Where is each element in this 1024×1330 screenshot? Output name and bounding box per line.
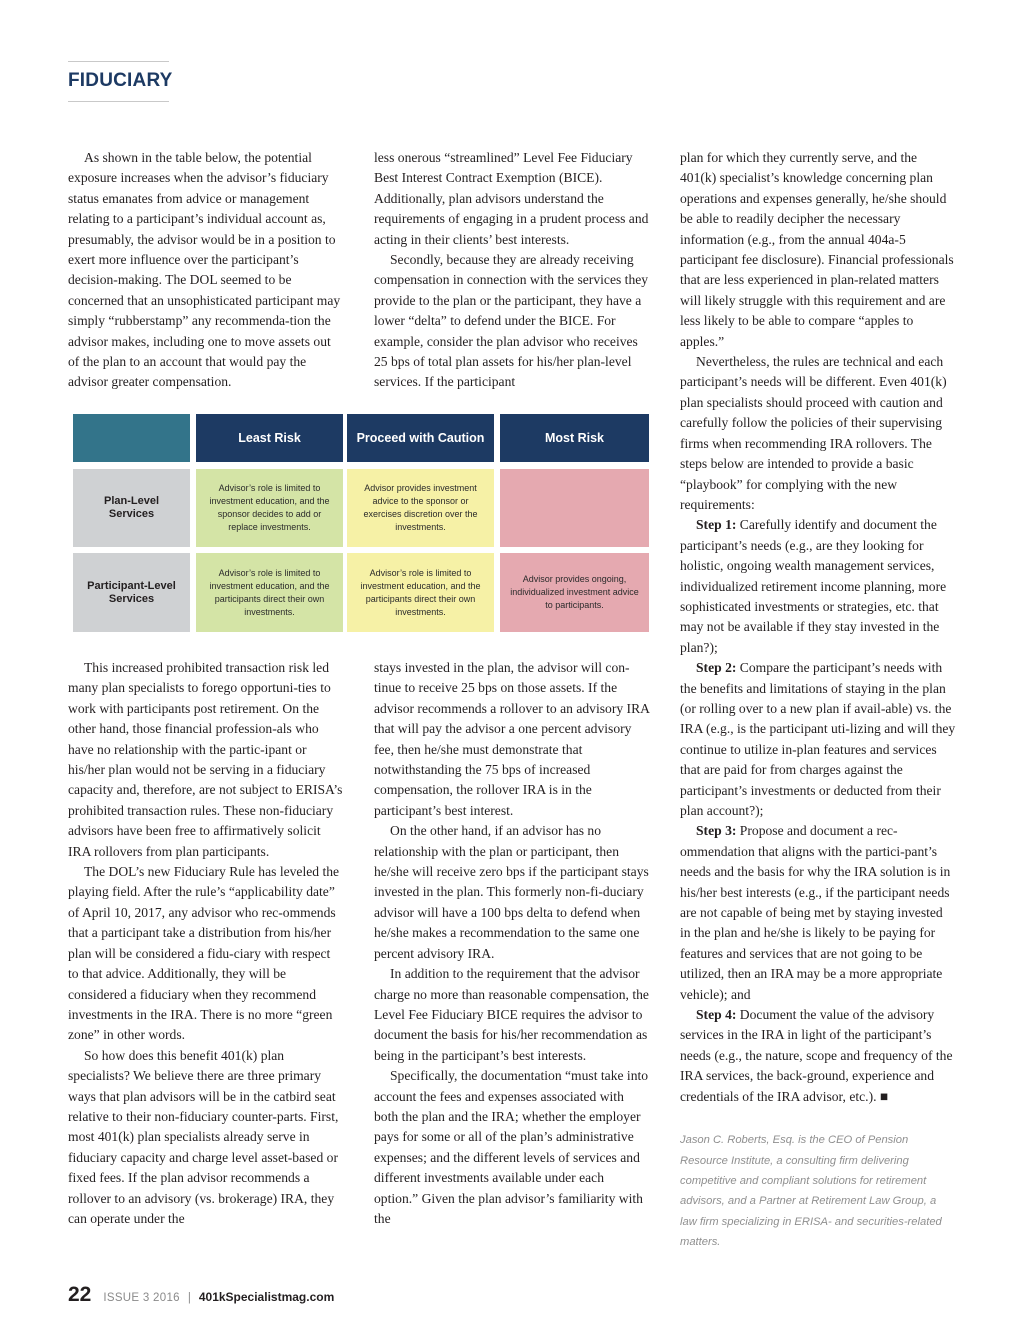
risk-table <box>73 414 649 632</box>
column-3 <box>680 148 956 1253</box>
column-1-top <box>68 148 344 393</box>
paragraph: Nevertheless, the rules are technical and each participant’s needs will be different. Even 401(k) plan specialists should proceed with caution and carefully follow the policies of their supervising firms when recommending IRA rollovers. The steps below are intended to provide a basic “playbook” for complying with the new requirements: <box>680 354 947 512</box>
paragraph: stays invested in the plan, the advisor will con-tinue to receive 25 bps on those assets. If the advisor recommends a rollover to an advisory IRA that will pay the advisor a one percent advisory fee, then he/she must demonstrate that notwithstanding the 75 bps of increased compensation, the rollover IRA is in the participant’s best interest. <box>374 660 650 818</box>
section-title: FIDUCIARY <box>68 70 173 91</box>
cell-plan-least-risk: Advisor’s role is limited to investment education, and the sponsor decides to add or replace investments. <box>196 469 343 547</box>
header-rule-top <box>68 61 169 62</box>
step-label: Step 3: <box>696 823 737 839</box>
step-2 <box>680 658 956 821</box>
end-mark-icon: ■ <box>879 1088 889 1104</box>
cell-plan-most-risk <box>500 469 649 547</box>
row-label-participant-level: Participant-Level Services <box>73 553 190 632</box>
cell-participant-most-risk: Advisor provides ongoing, individualized investment advice to participants. <box>500 553 649 632</box>
step-label: Step 1: <box>696 517 737 533</box>
issue-label: ISSUE 3 2016 <box>103 1292 180 1304</box>
table-corner <box>73 414 190 462</box>
cell-plan-caution: Advisor provides investment advice to the sponsor or exercises discretion over the investments. <box>347 469 494 547</box>
cell-participant-least-risk: Advisor’s role is limited to investment education, and the participants direct their own investments. <box>196 553 343 632</box>
paragraph: Specifically, the documentation “must take into account the fees and expenses associated with both the plan and the IRA; whether the employer pays for some or all of the plan’s administrative expenses; and the different levels of services and different investments available under each option.” Given the plan advisor’s familiarity with the <box>374 1068 649 1226</box>
header-proceed-with-caution: Proceed with Caution <box>347 414 494 462</box>
paragraph: This increased prohibited transaction risk led many plan specialists to forego opportuni-ties to work with participants post retirement. On the other hand, those financial profession-als who have no relationship with the partic-ipant or his/her plan would not be serving in a fiduciary capacity and, therefore, are not subject to ERISA’s prohibited transaction rules. These non-fiduciary advisors have been free to affirmatively solicit IRA rollovers from plan participants. <box>68 660 343 859</box>
header-rule-bottom <box>68 101 169 102</box>
column-2-bottom <box>374 658 650 1229</box>
cell-participant-caution: Advisor’s role is limited to investment education, and the participants direct their own investments. <box>347 553 494 632</box>
step-text: Compare the participant’s needs with the benefits and limitations of staying in the plan (or rolling over to a new plan if avail-able) vs. the IRA (e.g., is the participant uti-lizing and will they continue to utilize in-plan features and services that are paid for from charges against the participant’s investments or deducted from their plan account?); <box>680 660 956 818</box>
step-text: Carefully identify and document the participant’s needs (e.g., are they looking for holistic, ongoing wealth management services, individualized retirement income planning, more sophisticated investments or strategies, etc. that may not be available if they stay invested in the plan?); <box>680 517 947 655</box>
step-label: Step 2: <box>696 660 737 676</box>
column-2-top <box>374 148 650 393</box>
footer-separator: | <box>187 1292 191 1304</box>
page-footer <box>68 1283 334 1307</box>
header-most-risk: Most Risk <box>500 414 649 462</box>
paragraph: So how does this benefit 401(k) plan specialists? We believe there are three primary ways that plan advisors will be in the catbird seat relative to their non-fiduciary counter-parts. First, most 401(k) plan specialists already serve in fiduciary capacity and charge level asset-based or fixed fees. If the plan advisor recommends a rollover to an advisory (vs. brokerage) IRA, they can operate under the <box>68 1047 339 1226</box>
step-label: Step 4: <box>696 1007 737 1023</box>
paragraph: On the other hand, if an advisor has no relationship with the plan or participant, then he/she will receive zero bps if the participant stays invested in the plan. This formerly non-fi-duciary advisor will have a 100 bps delta to defend when he/she makes a recommendation to the same one percent advisory IRA. <box>374 823 649 961</box>
step-1 <box>680 515 956 658</box>
author-bio: Jason C. Roberts, Esq. is the CEO of Pension Resource Institute, a consulting firm delivering competitive and compliant solutions for retirement advisors, and a Partner at Retirement Law Group, a law firm specializing in ERISA- and securities-related matters. <box>680 1134 942 1249</box>
paragraph: As shown in the table below, the potential exposure increases when the advisor’s fiduciary status emanates from advice or management relating to a participant’s individual account as, presumably, the advisor would be in a position to exert more influence over the participant’s decision-making. The DOL seemed to be concerned that an unsophisticated participant may simply “rubberstamp” any recommenda-tion the advisor makes, including one to move assets out of the plan to an account that would pay the advisor greater compensation. <box>68 150 341 390</box>
header-least-risk: Least Risk <box>196 414 343 462</box>
paragraph: less onerous “streamlined” Level Fee Fiduciary Best Interest Contract Exemption (BICE). Additionally, plan advisors understand the requirements of engaging in a prudent process and acting in their clients’ best interests. <box>374 150 649 247</box>
row-label-plan-level: Plan-Level Services <box>73 469 190 547</box>
step-4 <box>680 1005 956 1107</box>
paragraph: The DOL’s new Fiduciary Rule has leveled the playing field. After the rule’s “applicability date” of April 10, 2017, any advisor who rec-ommends that a participant take a distribution from his/her plan will be considered a fidu-ciary with respect to that advice. Additionally, they will be considered a fiduciary when they recommend investments in the IRA. There is no more “green zone” in other words. <box>68 864 340 1043</box>
paragraph: Secondly, because they are already receiving compensation in connection with the services they provide to the plan or the participant, they have a lower “delta” to defend under the BICE. For example, consider the plan advisor who receives 25 bps of total plan assets for his/her plan-level services. If the participant <box>374 252 649 390</box>
step-3 <box>680 821 956 1005</box>
site-link[interactable]: 401kSpecialistmag.com <box>198 1290 335 1304</box>
page-number: 22 <box>68 1283 92 1306</box>
step-text: Propose and document a rec-ommendation that aligns with the partici-pant’s needs and the basis for why the IRA solution is in his/her best interests (e.g., if the participant needs are not capable of being met by staying invested in the plan and he/she is likely to be paying for features and services that are not going to be utilized, then an IRA may be a more appropriate vehicle); and <box>680 823 951 1002</box>
step-text: Document the value of the advisory services in the IRA in light of the participant’s needs (e.g., the nature, scope and frequency of the IRA services, the back-ground, experience and credentials of the IRA advisor, etc.). <box>680 1007 953 1104</box>
column-1-bottom <box>68 658 344 1229</box>
paragraph: In addition to the requirement that the advisor charge no more than reasonable compensation, the Level Fee Fiduciary BICE requires the advisor to document the basis for his/her recommendation as being in the participant’s best interests. <box>374 966 649 1063</box>
paragraph: plan for which they currently serve, and the 401(k) specialist’s knowledge concerning plan operations and expenses generally, he/she should be able to readily decipher the necessary information (e.g., from the annual 404a-5 participant fee disclosure). Financial professionals that are less experienced in plan-related matters will likely struggle with this requirement and are less likely to be able to compare “apples to apples.” <box>680 150 954 349</box>
